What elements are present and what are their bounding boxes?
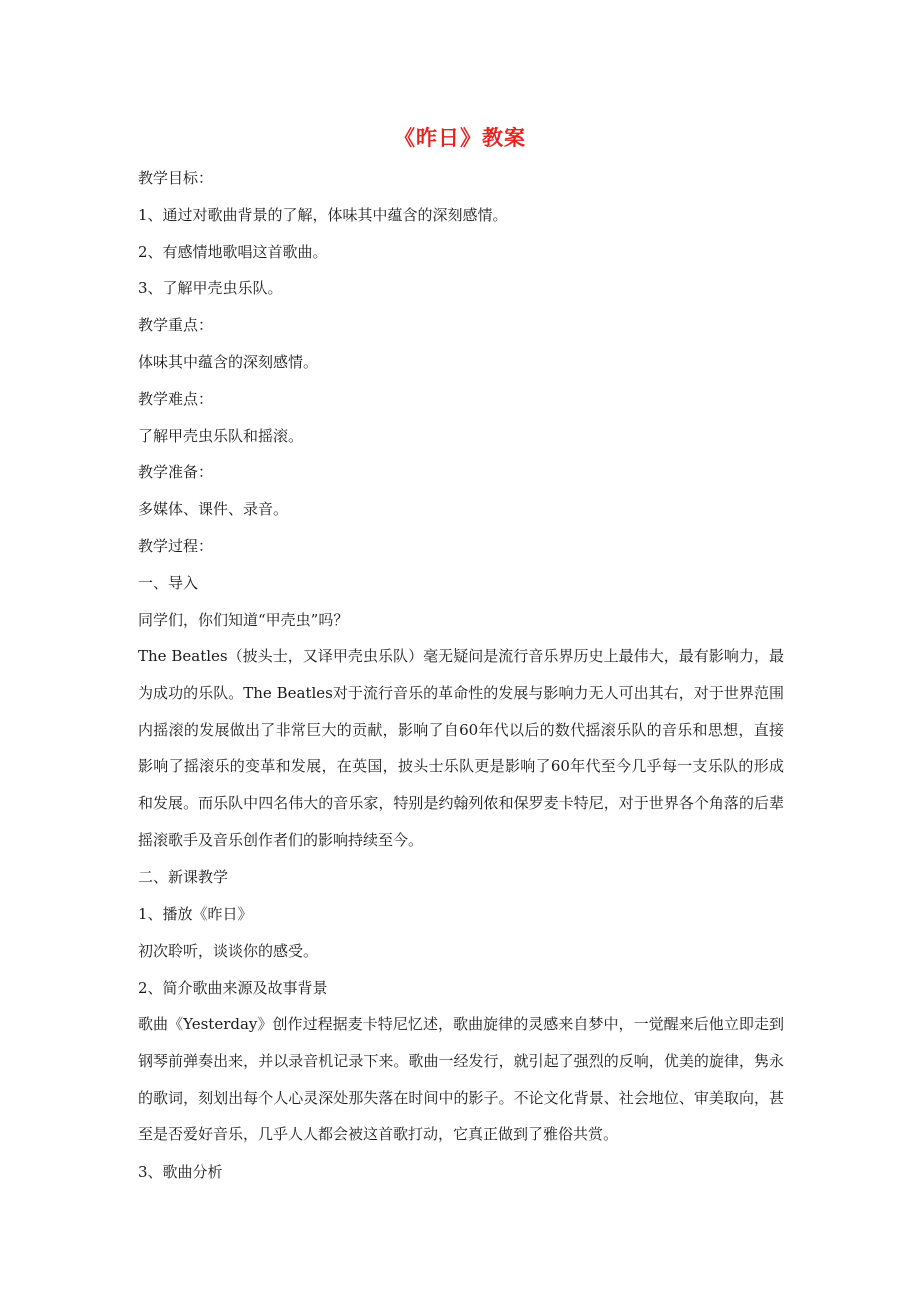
key-point-text: 体味其中蕴含的深刻感情。 bbox=[138, 352, 319, 371]
preparation-text: 多媒体、课件、录音。 bbox=[138, 500, 289, 519]
section-new-lesson: 二、新课教学 bbox=[138, 868, 229, 887]
section-introduction: 一、导入 bbox=[138, 573, 199, 592]
objective-item-1: 1、通过对歌曲背景的了解，体味其中蕴含的深刻感情。 bbox=[138, 205, 508, 224]
step-song-background: 2、简介歌曲来源及故事背景 bbox=[138, 978, 328, 997]
step-play-song: 1、播放《昨日》 bbox=[138, 904, 253, 923]
introduction-question: 同学们，你们知道“甲壳虫”吗？ bbox=[138, 610, 349, 629]
document-title: 《昨日》教案 bbox=[394, 126, 526, 150]
objective-item-2: 2、有感情地歌唱这首歌曲。 bbox=[138, 242, 328, 261]
difficulty-text: 了解甲壳虫乐队和摇滚。 bbox=[138, 426, 304, 445]
heading-process: 教学过程： bbox=[138, 536, 214, 555]
heading-objectives: 教学目标： bbox=[138, 169, 214, 187]
heading-preparation: 教学准备： bbox=[138, 463, 214, 482]
beatles-paragraph: The Beatles（披头士，又译甲壳虫乐队）毫无疑问是流行音乐界历史上最伟大，最有影响力，最为成功的乐队。The Beatles对于流行音乐的革命性的发展与影响力无人可出其右，对于世界范围内摇滚的发展做出了非常巨大的贡献，影响了自60年代以后的数代摇滚乐队的音乐和思想，直接影响了摇滚乐的变革和发展，在英国，披头士乐队更是影响了60年代至今几乎每一支乐队的形成和发展。而乐队中四名伟大的音乐家，特别是约翰列侬和保罗麦卡特尼，对于世界各个角落的后辈摇滚歌手及音乐创作者们的影响持续至今。 bbox=[138, 646, 784, 849]
step-first-listen: 初次聆听，谈谈你的感受。 bbox=[138, 941, 319, 960]
heading-key-points: 教学重点： bbox=[138, 316, 214, 335]
heading-difficulties: 教学难点： bbox=[138, 389, 214, 408]
objective-item-3: 3、了解甲壳虫乐队。 bbox=[138, 279, 283, 298]
step-song-analysis: 3、歌曲分析 bbox=[138, 1162, 223, 1181]
yesterday-paragraph: 歌曲《Yesterday》创作过程据麦卡特尼忆述，歌曲旋律的灵感来自梦中，一觉醒来后他立即走到钢琴前弹奏出来，并以录音机记录下来。歌曲一经发行，就引起了强烈的反响，优美的旋律，隽永的歌词，刻划出每个人心灵深处那失落在时间中的影子。不论文化背景、社会地位、审美取向，甚至是否爱好音乐，几乎人人都会被这首歌打动，它真正做到了雅俗共赏。 bbox=[138, 1014, 784, 1144]
document-body bbox=[138, 167, 784, 1197]
